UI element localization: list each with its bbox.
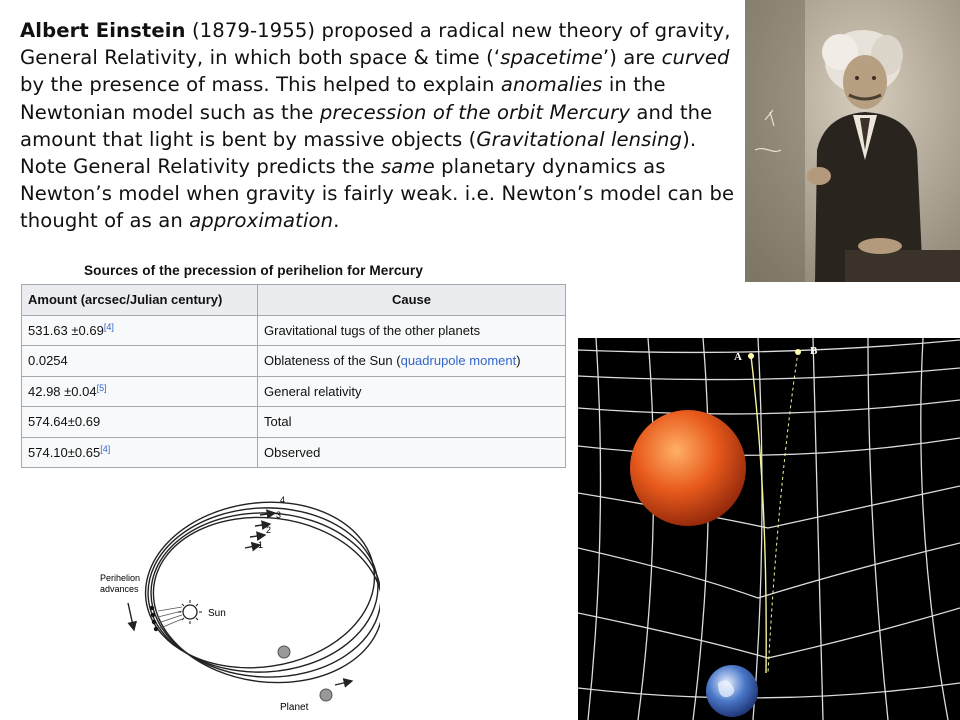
term-approximation: approximation xyxy=(189,209,334,233)
reference-link[interactable]: [4] xyxy=(103,322,114,333)
orbit-number-3: 3 xyxy=(276,510,282,520)
orbit-number-2: 2 xyxy=(266,525,272,535)
table-title: Sources of the precession of perihelion for Mercury xyxy=(84,263,423,278)
amount-value: 574.10±0.65 xyxy=(28,445,101,461)
term-anomalies: anomalies xyxy=(500,73,603,97)
einstein-dates: (1879-1955) xyxy=(191,19,316,42)
reference-link[interactable]: [4] xyxy=(100,444,111,455)
cause-cell xyxy=(258,437,566,468)
amount-cell xyxy=(22,315,258,346)
cause-text: General relativity xyxy=(264,383,362,399)
table-row xyxy=(22,407,566,438)
precession-diagram xyxy=(90,485,380,715)
sun-label: Sun xyxy=(208,608,226,619)
intro-text-2: ’) are xyxy=(602,46,656,70)
table-header-row xyxy=(22,285,566,316)
advances-label: advances xyxy=(100,584,139,594)
intro-paragraph xyxy=(20,17,740,235)
cause-cell xyxy=(258,407,566,438)
star-a-icon xyxy=(748,353,754,359)
sun-icon xyxy=(630,410,746,526)
star-a-label: A xyxy=(734,351,742,363)
cause-text: Observed xyxy=(264,444,321,460)
table-row xyxy=(22,346,566,377)
cause-cell xyxy=(258,376,566,407)
intro-text-5: and the amount that light is bent by massive objects ( xyxy=(20,100,713,151)
intro-text-6: ). Note General Relativity predicts the xyxy=(20,127,697,179)
table-row xyxy=(22,376,566,407)
cause-text-end: ) xyxy=(516,353,521,369)
planet-icon xyxy=(320,689,332,701)
orbit-arrow-2 xyxy=(250,535,265,537)
amount-cell xyxy=(22,346,258,377)
perihelion-table xyxy=(21,284,566,468)
gravitational-lensing-image xyxy=(578,338,960,720)
cause-cell xyxy=(258,346,566,377)
term-same: same xyxy=(380,155,435,179)
intro-text-7: planetary dynamics as Newton’s model when gravity is fairly weak. i.e. Newton’s model can be thought of as an xyxy=(20,155,735,233)
table-row xyxy=(22,437,566,468)
perihelion-advance-arrow xyxy=(128,603,134,630)
cause-column-header: Cause xyxy=(258,285,566,316)
orbit-number-1: 1 xyxy=(258,540,264,550)
orbit-number-4: 4 xyxy=(280,495,286,505)
amount-value: 42.98 ±0.04 xyxy=(28,384,97,400)
term-spacetime: spacetime xyxy=(500,46,603,70)
amount-column-header: Amount (arcsec/Julian century) xyxy=(22,285,258,316)
einstein-portrait xyxy=(745,0,960,282)
sun-icon xyxy=(178,600,202,624)
amount-cell xyxy=(22,437,258,468)
table-row xyxy=(22,315,566,346)
term-precession: precession of the orbit Mercury xyxy=(319,100,631,124)
reference-link[interactable]: [5] xyxy=(96,383,107,394)
amount-value: 0.0254 xyxy=(28,353,68,369)
orbit-ellipses xyxy=(135,488,380,696)
amount-value: 574.64±0.69 xyxy=(28,414,101,430)
perihelion-label: Perihelion xyxy=(100,573,141,583)
quadrupole-moment-link[interactable]: quadrupole moment xyxy=(400,353,517,369)
intro-text-3: by the presence of mass. This helped to explain xyxy=(20,73,495,97)
einstein-name: Albert Einstein xyxy=(20,19,186,42)
intro-text-1: proposed a radical new theory of gravity, General Relativity, in which both space & time (‘ xyxy=(20,19,731,70)
planet-motion-arrow xyxy=(335,681,352,685)
star-b-icon xyxy=(795,349,801,355)
intro-text-8: . xyxy=(333,209,340,233)
sun-rays xyxy=(158,607,182,629)
cause-cell xyxy=(258,315,566,346)
planet-icon xyxy=(278,646,290,658)
star-b-label: B xyxy=(810,345,818,357)
amount-value: 531.63 ±0.69 xyxy=(28,323,104,339)
term-curved: curved xyxy=(661,46,730,70)
cause-text: Oblateness of the Sun ( xyxy=(264,353,401,369)
amount-cell xyxy=(22,407,258,438)
amount-cell xyxy=(22,376,258,407)
intro-text-4: in the Newtonian model such as the xyxy=(20,73,666,124)
cause-text: Gravitational tugs of the other planets xyxy=(264,322,481,338)
planet-label: Planet xyxy=(280,702,309,713)
cause-text: Total xyxy=(264,414,292,430)
term-lensing: Gravitational lensing xyxy=(476,127,683,151)
